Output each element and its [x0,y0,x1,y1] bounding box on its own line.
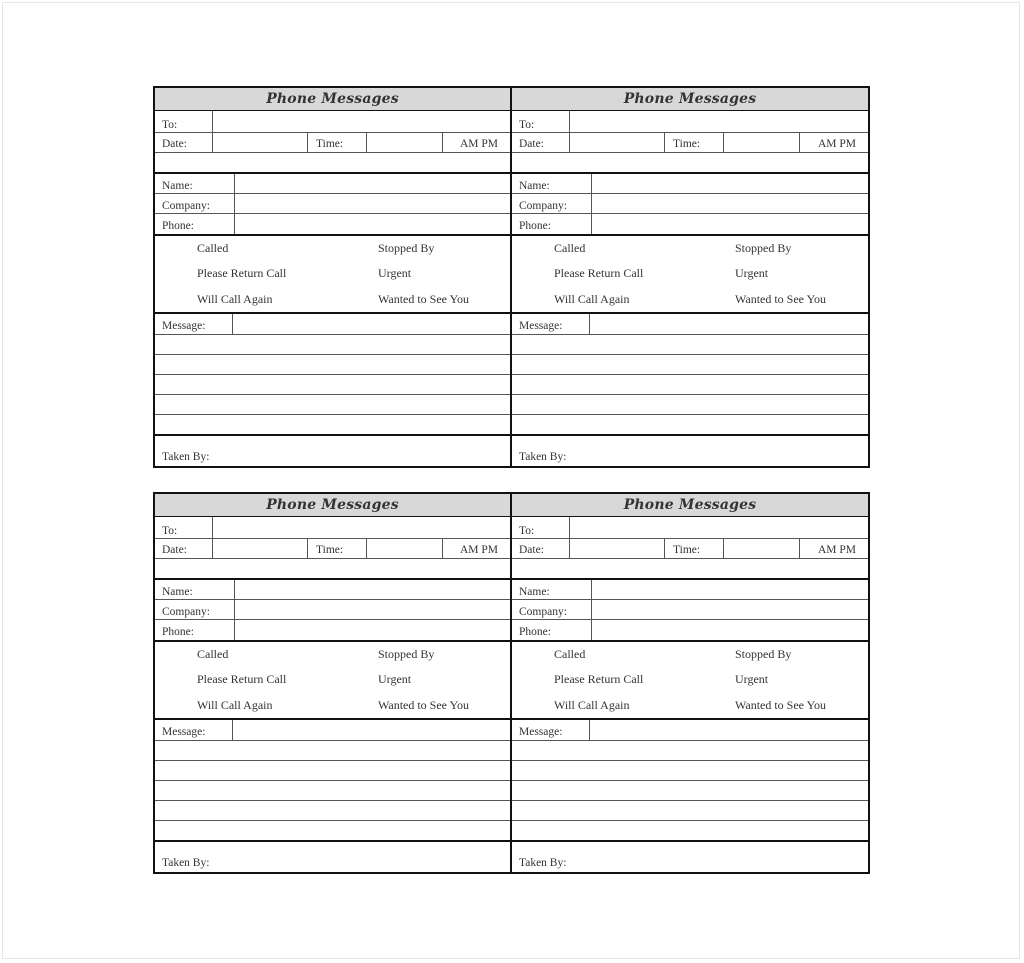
option-wanted-to-see-you: Wanted to See You [378,698,470,712]
phone-label: Phone: [162,220,194,232]
options-section-divider [512,640,868,642]
options-section-divider [155,234,510,236]
time-field-divider [366,538,367,558]
message-line [155,414,510,415]
ampm-label: AM PM [817,138,856,150]
form-title: Phone Messages [155,494,510,517]
phone-label: Phone: [519,626,551,638]
company-field-line [155,213,510,214]
phone-message-form [155,88,512,466]
time-field-divider [723,132,724,152]
option-called: Called [197,647,229,661]
taken-by-label: Taken By: [162,857,210,869]
message-section-divider [155,312,510,314]
message-line [155,820,510,821]
name-label: Name: [519,180,550,192]
message-field-divider [232,314,233,334]
company-field-line [512,619,868,620]
company-field-line [512,213,868,214]
company-label: Company: [519,606,567,618]
message-line [512,740,868,741]
message-section-divider [512,718,868,720]
form-title: Phone Messages [512,88,868,111]
option-stopped-by: Stopped By [735,241,792,255]
option-please-return-call: Please Return Call [554,266,644,280]
option-called: Called [197,241,229,255]
message-section-divider [512,312,868,314]
message-field-divider [232,720,233,740]
message-line [512,760,868,761]
option-stopped-by: Stopped By [735,647,792,661]
message-line [512,354,868,355]
message-line [155,334,510,335]
option-will-call-again: Will Call Again [197,698,273,712]
message-label: Message: [519,726,563,738]
date-field-line [155,152,510,153]
option-will-call-again: Will Call Again [554,292,630,306]
message-field-divider [589,720,590,740]
time-label: Time: [673,544,701,556]
company-label: Company: [519,200,567,212]
options-section-divider [512,234,868,236]
caller-field-divider [234,174,235,234]
option-urgent: Urgent [378,266,412,280]
company-field-line [155,619,510,620]
name-label: Name: [519,586,550,598]
date-field-divider [307,538,308,558]
caller-section-divider [512,578,868,580]
option-wanted-to-see-you: Wanted to See You [378,292,470,306]
option-please-return-call: Please Return Call [554,672,644,686]
time-label: Time: [316,544,344,556]
to-field-line [512,132,868,133]
name-field-line [155,599,510,600]
phone-message-form [155,494,512,872]
to-field-line [512,538,868,539]
ampm-label: AM PM [817,544,856,556]
message-line [155,740,510,741]
ampm-divider [442,538,443,558]
option-will-call-again: Will Call Again [197,292,273,306]
time-label: Time: [673,138,701,150]
date-field-divider [664,132,665,152]
message-sheet-top [153,86,870,468]
time-field-divider [723,538,724,558]
option-called: Called [554,647,586,661]
phone-label: Phone: [162,626,194,638]
taken-by-section-divider [512,840,868,842]
option-please-return-call: Please Return Call [197,266,287,280]
ampm-divider [799,538,800,558]
option-will-call-again: Will Call Again [554,698,630,712]
message-label: Message: [162,320,206,332]
option-urgent: Urgent [378,672,412,686]
message-sheet-bottom [153,492,870,874]
date-field-line [512,558,868,559]
caller-section-divider [512,172,868,174]
message-line [512,334,868,335]
ampm-divider [799,132,800,152]
phone-message-form [512,88,868,466]
phone-label: Phone: [519,220,551,232]
message-line [512,800,868,801]
option-stopped-by: Stopped By [378,647,435,661]
to-label: To: [519,525,535,537]
taken-by-section-divider [155,434,510,436]
form-title: Phone Messages [155,88,510,111]
time-label: Time: [316,138,344,150]
taken-by-section-divider [512,434,868,436]
to-label: To: [162,119,178,131]
ampm-divider [442,132,443,152]
phone-message-form [512,494,868,872]
option-stopped-by: Stopped By [378,241,435,255]
name-field-line [512,599,868,600]
date-label: Date: [519,138,544,150]
taken-by-section-divider [155,840,510,842]
ampm-label: AM PM [459,138,498,150]
to-label: To: [519,119,535,131]
message-line [512,394,868,395]
caller-section-divider [155,172,510,174]
message-label: Message: [162,726,206,738]
message-line [512,820,868,821]
message-field-divider [589,314,590,334]
date-field-line [155,558,510,559]
message-label: Message: [519,320,563,332]
message-line [155,374,510,375]
name-label: Name: [162,586,193,598]
options-section-divider [155,640,510,642]
message-line [512,414,868,415]
taken-by-label: Taken By: [519,451,567,463]
date-label: Date: [519,544,544,556]
caller-section-divider [155,578,510,580]
message-line [512,374,868,375]
message-line [155,394,510,395]
date-field-line [512,152,868,153]
taken-by-label: Taken By: [162,451,210,463]
option-urgent: Urgent [735,266,769,280]
company-label: Company: [162,606,210,618]
company-label: Company: [162,200,210,212]
time-field-divider [366,132,367,152]
ampm-label: AM PM [459,544,498,556]
form-title: Phone Messages [512,494,868,517]
to-field-line [155,132,510,133]
caller-field-divider [591,174,592,234]
caller-field-divider [591,580,592,640]
message-section-divider [155,718,510,720]
message-line [512,780,868,781]
option-wanted-to-see-you: Wanted to See You [735,292,827,306]
message-line [155,780,510,781]
to-label: To: [162,525,178,537]
date-label: Date: [162,544,187,556]
option-called: Called [554,241,586,255]
date-field-divider [307,132,308,152]
option-urgent: Urgent [735,672,769,686]
caller-field-divider [234,580,235,640]
message-line [155,800,510,801]
option-wanted-to-see-you: Wanted to See You [735,698,827,712]
to-field-line [155,538,510,539]
message-line [155,354,510,355]
date-field-divider [664,538,665,558]
name-field-line [155,193,510,194]
message-line [155,760,510,761]
name-field-line [512,193,868,194]
date-label: Date: [162,138,187,150]
taken-by-label: Taken By: [519,857,567,869]
name-label: Name: [162,180,193,192]
option-please-return-call: Please Return Call [197,672,287,686]
